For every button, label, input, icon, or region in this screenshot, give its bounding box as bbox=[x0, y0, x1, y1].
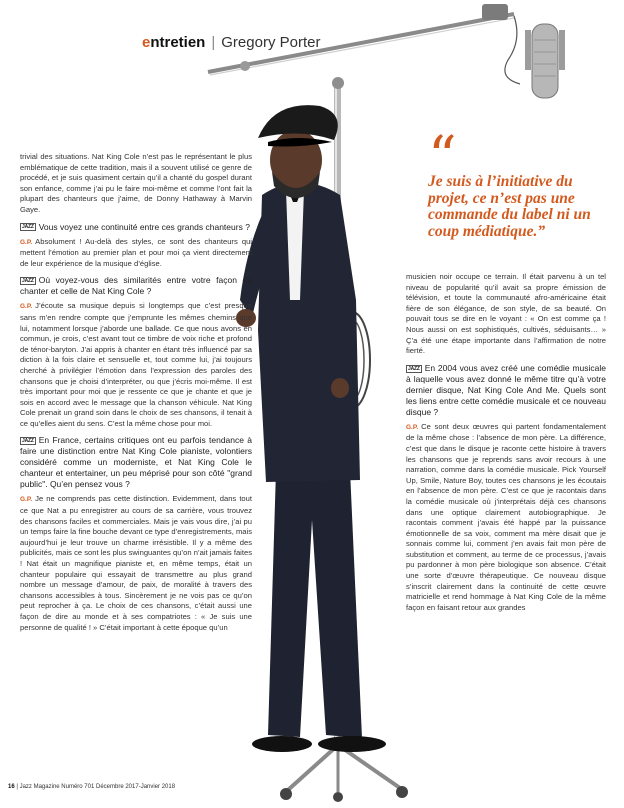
gp-tag: G.P. bbox=[20, 238, 33, 246]
jazz-tag: JAZZ bbox=[22, 224, 34, 231]
interview-answer bbox=[406, 422, 606, 614]
boom-clamp bbox=[482, 4, 508, 20]
issue-date: Décembre 2017-Janvier 2018 bbox=[96, 784, 176, 790]
issue-number: Numéro 701 bbox=[61, 784, 95, 790]
left-text-column bbox=[20, 152, 252, 639]
stand-leg-left bbox=[288, 745, 338, 790]
interview-question bbox=[20, 222, 252, 233]
pull-quote bbox=[428, 125, 612, 240]
boom-counterweight bbox=[240, 61, 250, 71]
question-text: En 2004 vous avez créé une comédie musicale à laquelle vous avez donné le même titre qu’à votre dernier disque, Nat King Cole And Me. Quels sont les liens entre cette comédie musicale et ce nouveau disque ? bbox=[406, 362, 606, 417]
gp-tag: G.P. bbox=[406, 423, 419, 431]
quote-mark: “ bbox=[428, 125, 453, 190]
answer-text: Ce sont deux œuvres qui partent fondamentalement de la même chose : l’absence de mon père. La différence, c’est que dans le disque je raconte cette histoire à travers les chansons que je reprends sans avoir recours à une narration, comme dans la comédie musicale. Pick Yourself Up, Smile, Nature Boy, toutes ces chansons je les écoutais en l’absence de mon père. C’est ce que je racontais dans la comédie musicale où j’interprétais déjà ces chansons dans une optique clairement autobiographique. Je racontais comment j’avais été happé par la puissance émotionnelle de sa voix, comment ma mère disait que je sonnais comme lui, comment j’en avais fait mon père de substitution et comment, au terme de ce processus, j’avais pu pardonner à mon père biologique son absence. C’était une sorte d’œuvre thérapeutique. Ce nouveau disque s’inscrit clairement dans la continuité de cette œuvre matricielle et rend hommage à Nat King Cole de la même façon en faisant retour aux grandes bbox=[406, 421, 606, 612]
section-initial: e bbox=[142, 34, 151, 51]
pull-quote-text: Je suis à l’initiative du projet, ce n’est pas une commande du label ni un coup médiatique.” bbox=[428, 173, 591, 240]
gp-tag: G.P. bbox=[20, 303, 33, 311]
paragraph: musicien noir occupe ce terrain. Il était parvenu à un tel niveau de popularité qu’il avait sa propre émission de télévision, et toute la communauté afro-américaine était fière de son élégance, de son style, de sa beauté. On pouvait tous se dire en le voyant : « On est comme ça ! Nous aussi on est sophistiqués, cultivés, séduisants… » Ç’a été une étape importante dans l’affirmation de notre fierté. bbox=[406, 272, 606, 356]
singer-trousers bbox=[268, 470, 362, 738]
jazz-tag: JAZZ bbox=[22, 278, 34, 285]
jazz-tag: JAZZ bbox=[22, 438, 34, 445]
interview-question bbox=[20, 435, 252, 490]
boom-arm bbox=[208, 14, 514, 72]
interview-subject: Gregory Porter bbox=[221, 34, 321, 51]
question-text: En France, certains critiques ont eu parfois tendance à faire une distinction entre Nat King Cole pianiste, volontiers considéré comme un moderniste, et Nat King Cole le chanteur et entertainer, un peu méprisé pour son côté "grand public". Qu’en pensez vous ? bbox=[20, 435, 252, 490]
page-number: 16 bbox=[8, 784, 15, 790]
answer-text: J’écoute sa musique depuis si longtemps que c’est presque sans m’en rendre compte que j’emprunte les mêmes chemins que lui, notamment lorsque j’aborde une ballade. Ce que nous avons en commun, je crois, c’est avant tout ce timbre de voix riche et profond de ténor-baryton. J’ai appris à chanter en étant très influencé par sa diction à la fois claire et sensuelle et, tout comme lui, j’ai toujours cherché à privilégier l’émotion dans l’expression des paroles des chansons que je choisi d’interpréter, ou que j’écris moi-même. Il est très important pour moi que je ressente ce que je chante et que je sois en accord avec le message que la chanson véhicule. Nat King Cole prenait un grand soin dans le choix de ses chansons, il tenait à ce qu’elles aient du sens. C’est la même chose pour moi. bbox=[20, 301, 252, 428]
singer-shoe bbox=[252, 736, 312, 752]
right-text-column bbox=[406, 272, 606, 619]
interview-answer bbox=[20, 237, 252, 270]
interview-answer bbox=[20, 301, 252, 429]
answer-text: Je ne comprends pas cette distinction. Evidemment, dans tout ce que Nat a pu enregistrer au cours de sa carrière, vous trouvez des chansons faciles et commerciales. Mais je vais vous dire, j’ai pu un temps faire la fine bouche devant ce type d’enregistrements, mais aujourd’hui je leur trouve un charme irrésistible. Il y a même des publicités, mais ce sont les plus swinguantes qu’on n’ait jamais faites ! Nat était un magnifique pianiste et, en même temps, était un chanteur populaire qui essayait de transmettre au plus grand nombre un message d’amour, de paix, de moralité à travers des chansons accessibles à tous. Sincèrement je ne vois pas ce qu’on peut reprocher à ça. Le choix de ces chansons, c’était aussi une façon de dire au monde et à ses compatriotes : « Je suis une personne de qualité ! » C’était important à cette époque qu’un bbox=[20, 494, 252, 632]
jazz-tag: JAZZ bbox=[408, 365, 420, 372]
stand-wheel bbox=[280, 788, 292, 800]
interview-question bbox=[20, 275, 252, 297]
footer-separator: | bbox=[16, 784, 18, 790]
header-separator: | bbox=[211, 34, 216, 51]
page-footer bbox=[8, 784, 175, 790]
gp-tag: G.P. bbox=[20, 496, 33, 504]
question-text: Vous voyez une continuité entre ces grands chanteurs ? bbox=[38, 221, 250, 232]
question-text: Où voyez-vous des similarités entre votre façon de chanter et celle de Nat King Cole ? bbox=[20, 275, 252, 297]
condenser-microphone bbox=[532, 24, 558, 98]
magazine-name: Jazz Magazine bbox=[19, 784, 60, 790]
interview-question bbox=[406, 363, 606, 418]
interview-answer bbox=[20, 494, 252, 633]
answer-text: Absolument ! Au-delà des styles, ce sont des chanteurs qui mettent l’émotion au premier plan et pour moi ça vient directement de leur expérience de la musique d’église. bbox=[20, 236, 252, 268]
section-label-rest: ntretien bbox=[150, 34, 206, 51]
paragraph: trivial des situations. Nat King Cole n’est pas le représentant le plus emblématique de cette tradition, mais il a souvent utilisé ce genre de procédé, et je suis quasiment certain qu’il a chanté du gospel durant son enfance, comme j’ai pu le faire moi-même et comme l’ont fait la plupart des chanteurs que j’aime, de Donny Hathaway à Marvin Gaye. bbox=[20, 152, 252, 214]
